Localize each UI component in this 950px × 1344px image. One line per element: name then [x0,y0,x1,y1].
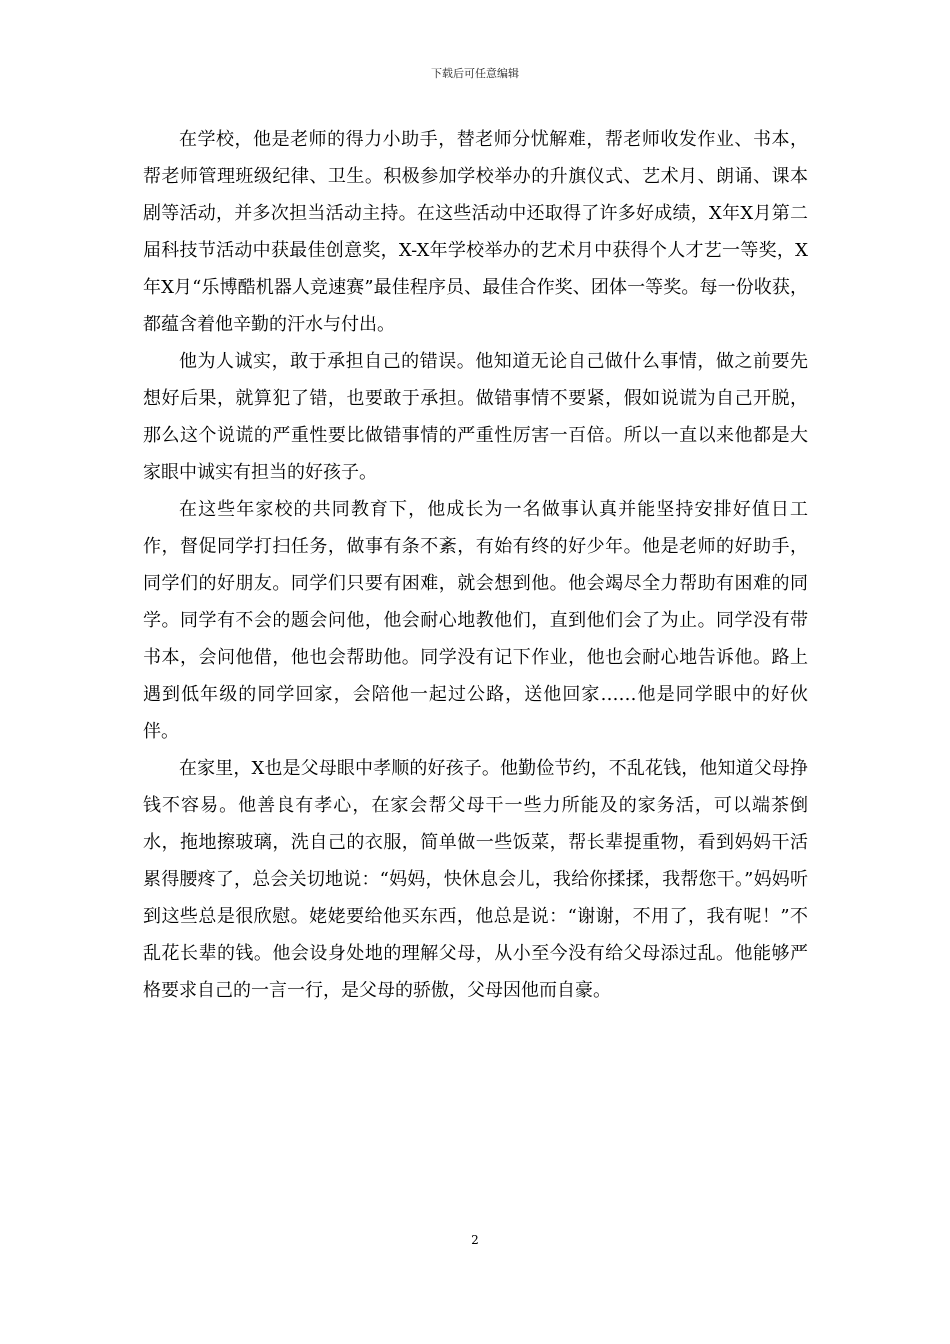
paragraph-home: 在家里，X也是父母眼中孝顺的好孩子。他勤俭节约，不乱花钱，他知道父母挣钱不容易。他善良有孝心，在家会帮父母干一些力所能及的家务活，可以端茶倒水，拖地擦玻璃，洗自己的衣服，简单做一些饭菜，帮长辈提重物，看到妈妈干活累得腰疼了，总会关切地说：“妈妈，快休息会儿，我给你揉揉，我帮您干。”妈妈听到这些总是很欣慰。姥姥要给他买东西，他总是说：“谢谢，不用了，我有呢！”不乱花长辈的钱。他会设身处地的理解父母，从小至今没有给父母添过乱。他能够严格要求自己的一言一行，是父母的骄傲，父母因他而自豪。 [143,758,808,1001]
paragraph-school: 在学校，他是老师的得力小助手，替老师分忧解难，帮老师收发作业、书本，帮老师管理班级纪律、卫生。积极参加学校举办的升旗仪式、艺术月、朗诵、课本剧等活动，并多次担当活动主持。在这些活动中还取得了许多好成绩，X年X月第二届科技节活动中获最佳创意奖，X-X年学校举办的艺术月中获得个人才艺一等奖，X年X月“乐博酷机器人竞速赛”最佳程序员、最佳合作奖、团体一等奖。每一份收获，都蕴含着他辛勤的汗水与付出。 [143,129,808,335]
page-header: 下载后可任意编辑 [431,67,519,80]
page-number: 2 [471,1233,479,1247]
paragraph-classmates: 在这些年家校的共同教育下，他成长为一名做事认真并能坚持安排好值日工作，督促同学打扫任务，做事有条不紊，有始有终的好少年。他是老师的好助手，同学们的好朋友。同学们只要有困难，就会想到他。他会竭尽全力帮助有困难的同学。同学有不会的题会问他，他会耐心地教他们，直到他们会了为止。同学没有带书本，会问他借，他也会帮助他。同学没有记下作业，他也会耐心地告诉他。路上遇到低年级的同学回家，会陪他一起过公路，送他回家……他是同学眼中的好伙伴。 [143,499,808,742]
paragraph-honesty: 他为人诚实，敢于承担自己的错误。他知道无论自己做什么事情，做之前要先想好后果，就算犯了错，也要敢于承担。做错事情不要紧，假如说谎为自己开脱，那么这个说谎的严重性要比做错事情的严重性厉害一百倍。所以一直以来他都是大家眼中诚实有担当的好孩子。 [143,351,808,483]
document-body [143,121,808,1009]
